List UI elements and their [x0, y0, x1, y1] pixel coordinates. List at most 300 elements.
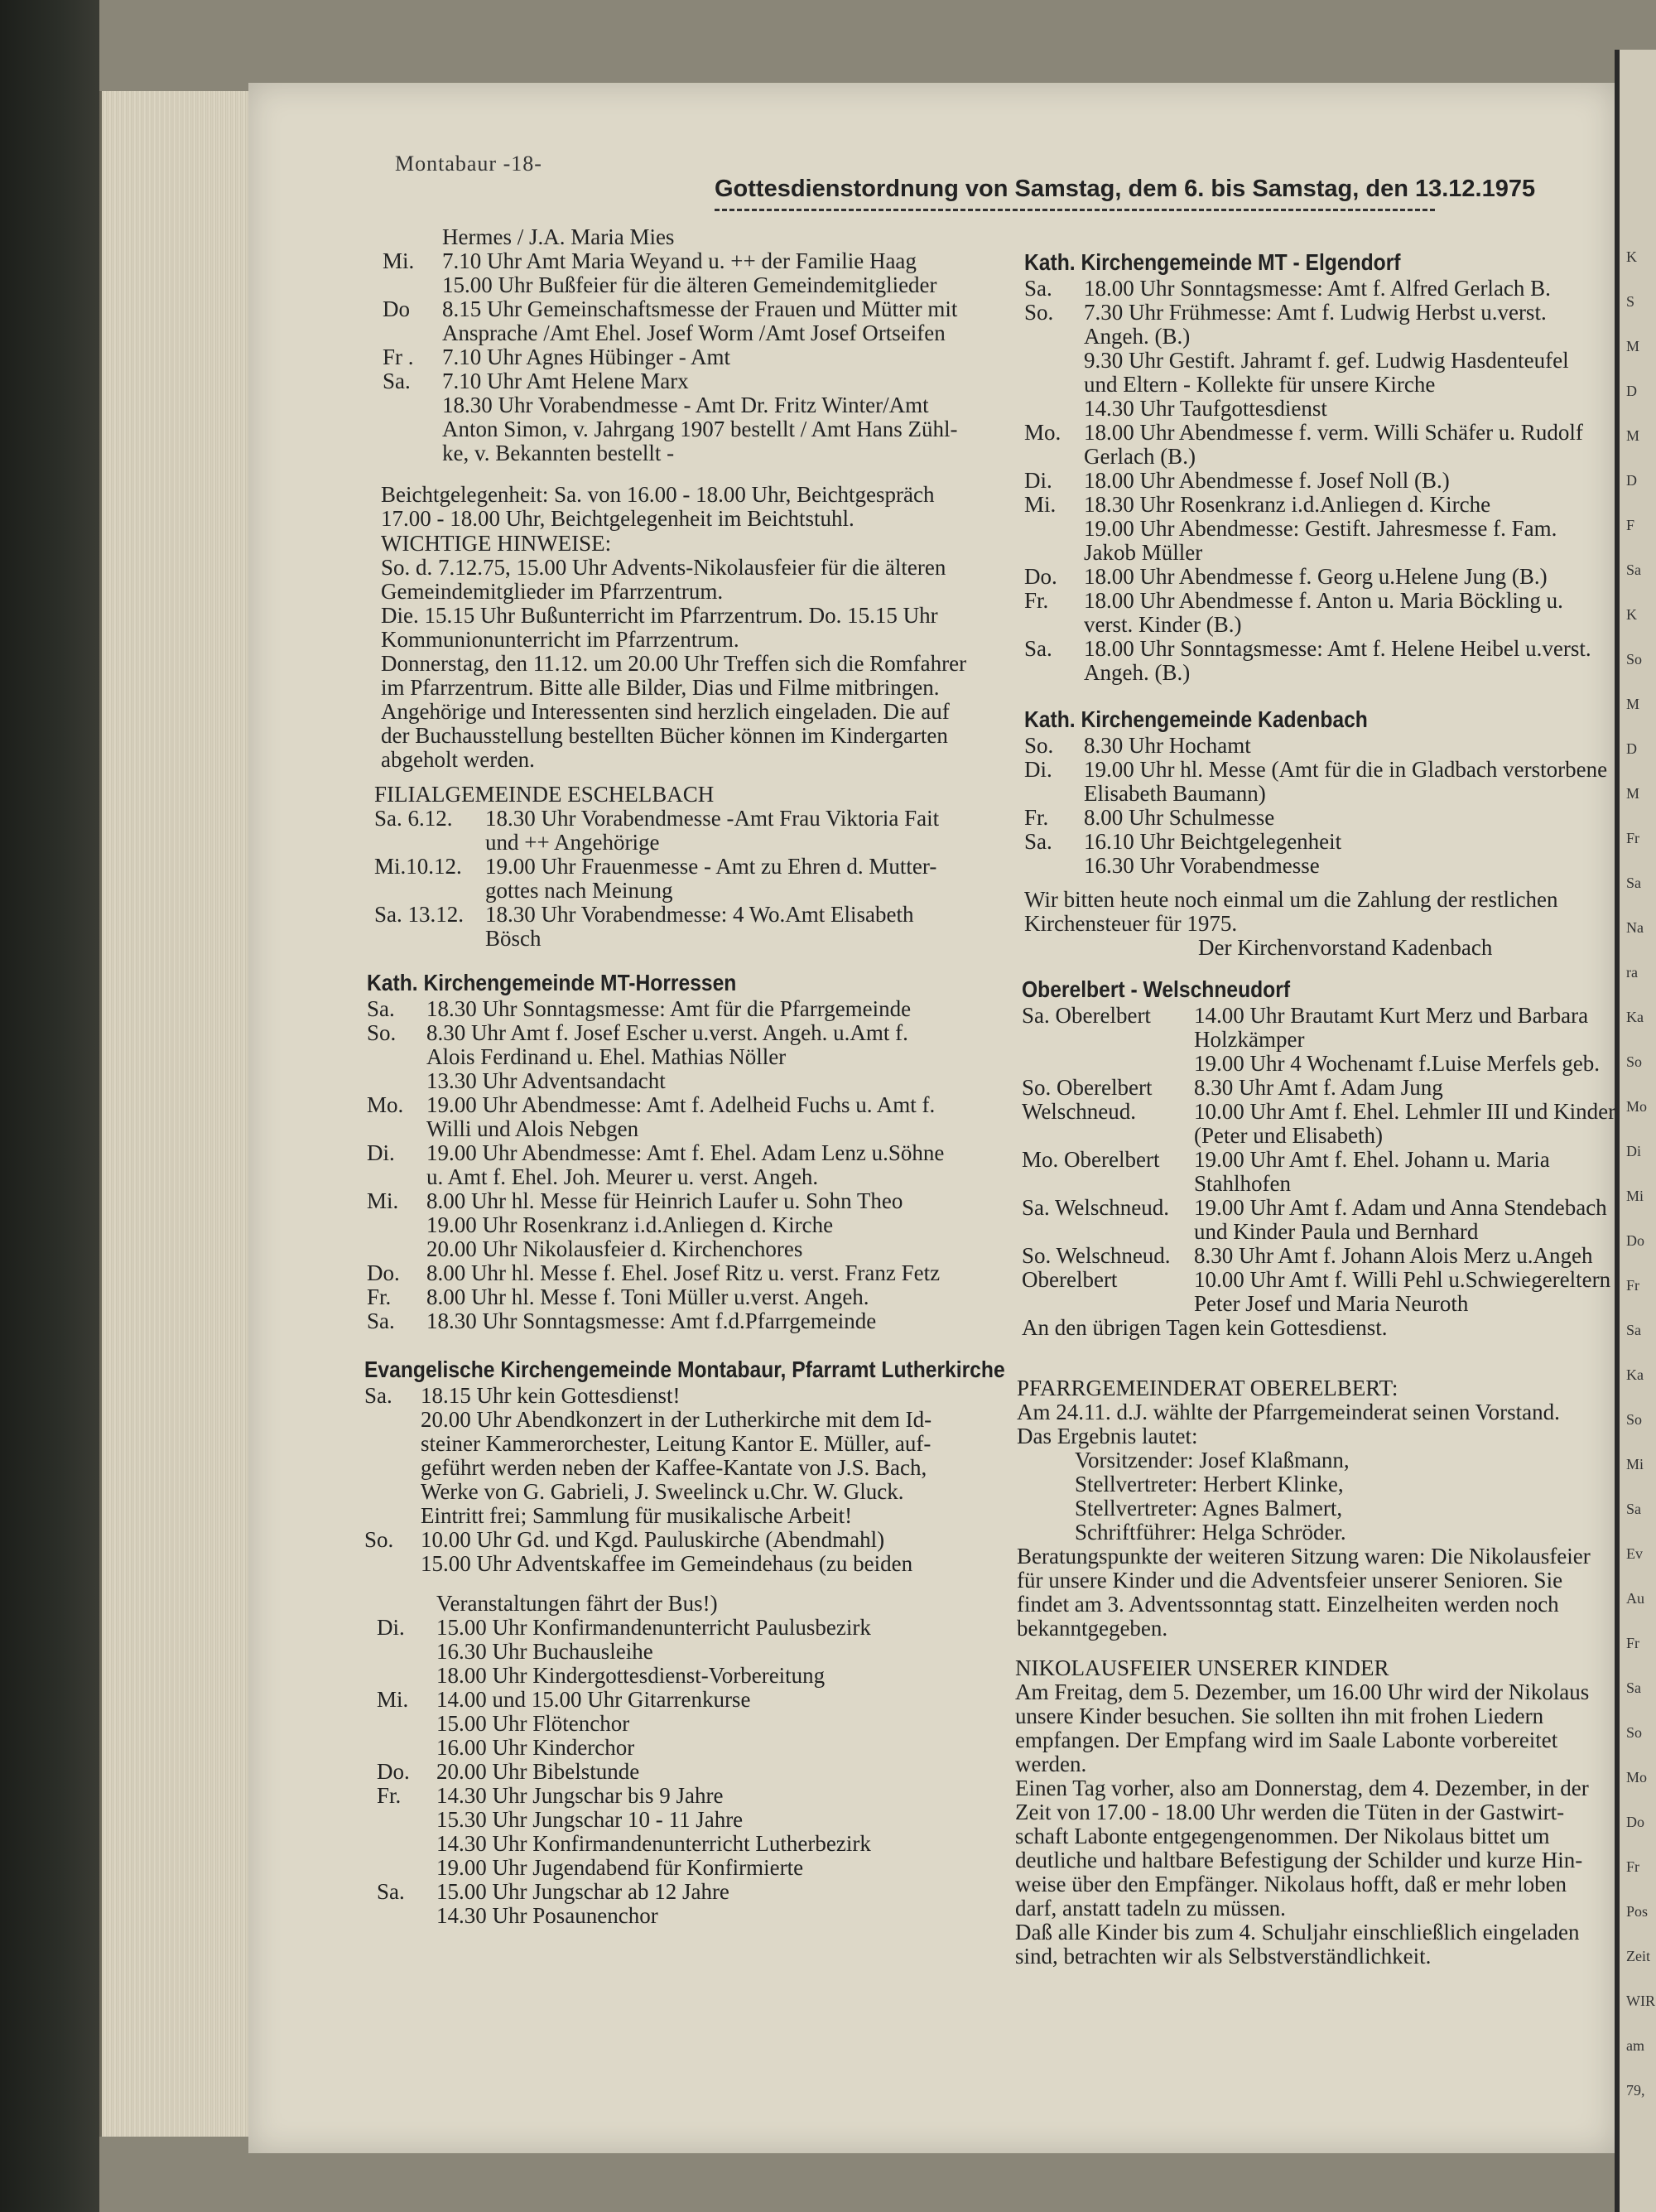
entry-text: 18.00 Uhr Sonntagsmesse: Amt f. Helene Heibel u.verst. [1084, 636, 1591, 661]
entry-day [377, 1832, 436, 1856]
hinweise-line: So. d. 7.12.75, 15.00 Uhr Advents-Nikolausfeier für die älteren [381, 555, 946, 580]
entry-text: 8.00 Uhr hl. Messe f. Ehel. Josef Ritz u. verst. Franz Fetz [426, 1260, 941, 1285]
horressen-entry [367, 1045, 1013, 1069]
page-title: Gottesdienstordnung von Samstag, dem 6. bis Samstag, den 13.12.1975 [715, 176, 1536, 202]
evang-entry [364, 1504, 1018, 1528]
facing-fragment: WIR [1626, 1993, 1655, 2009]
facing-fragment: Sa [1626, 1679, 1641, 1696]
evang-section [364, 1356, 1018, 1576]
facing-fragment: D [1626, 383, 1637, 399]
entry-day: Sa. [1024, 829, 1052, 854]
facing-fragment: Sa [1626, 1501, 1641, 1517]
entry-text: Bösch [485, 926, 542, 951]
facing-fragment: K [1626, 606, 1637, 623]
entry-text: 15.30 Uhr Jungschar 10 - 11 Jahre [436, 1807, 744, 1832]
horressen-entry [367, 1189, 1013, 1213]
elgendorf-title: Kath. Kirchengemeinde MT - Elgendorf [1024, 249, 1401, 275]
entry-text: 20.00 Uhr Abendkonzert in der Lutherkirche mit dem Id- [421, 1407, 932, 1432]
pfarr-outro-line: Beratungspunkte der weiteren Sitzung waren: Die Nikolausfeier [1017, 1544, 1591, 1569]
oberelbert-entry [1022, 1004, 1610, 1028]
entry-text: 7.10 Uhr Agnes Hübinger - Amt [442, 345, 730, 369]
entry-text: 19.00 Uhr Amt f. Adam und Anna Stendebach [1194, 1195, 1607, 1220]
entry-day [1022, 1292, 1194, 1316]
entry-day: Oberelbert [1022, 1267, 1118, 1292]
entry-day [383, 441, 442, 465]
entry-text: 19.00 Uhr 4 Wochenamt f.Luise Merfels geb. [1194, 1051, 1600, 1076]
hinweise-line: Kommunionunterricht im Pfarrzentrum. [381, 627, 739, 652]
entry-text: 14.30 Uhr Konfirmandenunterricht Lutherbezirk [436, 1831, 871, 1856]
entry-day [383, 417, 442, 441]
facing-fragment: Na [1626, 919, 1644, 936]
pfarr-intro-line: Am 24.11. d.J. wählte der Pfarrgemeinderat seinen Vorstand. [1017, 1400, 1560, 1424]
facing-fragment: K [1626, 248, 1637, 265]
top-block-entry [383, 345, 1012, 369]
entry-text: 19.00 Uhr Abendmesse: Amt f. Adelheid Fuchs u. Amt f. [426, 1092, 936, 1117]
entry-text: 8.30 Uhr Amt f. Josef Escher u.verst. Angeh. u.Amt f. [426, 1020, 908, 1045]
horressen-entry [367, 1093, 1013, 1117]
top-block-entry [383, 417, 1012, 441]
entry-text: 20.00 Uhr Bibelstunde [436, 1759, 640, 1784]
entry-day: Mi.10.12. [374, 854, 462, 879]
entry-day: Fr. [1024, 588, 1049, 613]
horressen-entry [367, 1309, 1013, 1333]
entry-text: Jakob Müller [1084, 540, 1203, 565]
entry-day: Welschneud. [1022, 1099, 1137, 1124]
entry-day [364, 1456, 421, 1480]
pfarr-member-line: Vorsitzender: Josef Klaßmann, [1075, 1448, 1350, 1472]
entry-day [1022, 1028, 1194, 1052]
entry-text: 20.00 Uhr Nikolausfeier d. Kirchenchores [426, 1236, 803, 1261]
entry-text: 18.00 Uhr Abendmesse f. Anton u. Maria Böckling u. [1084, 588, 1563, 613]
nikolaus-line: Daß alle Kinder bis zum 4. Schuljahr einschließlich eingeladen [1015, 1920, 1580, 1945]
entry-day: Do. [377, 1759, 410, 1784]
entry-text: 15.00 Uhr Jungschar ab 12 Jahre [436, 1879, 729, 1904]
entry-text: 19.00 Uhr hl. Messe (Amt für die in Gladbach verstorbene [1084, 757, 1608, 782]
oberelbert-title: Oberelbert - Welschneudorf [1022, 976, 1291, 1002]
horressen-entry [367, 1165, 1013, 1189]
oberelbert-entry [1022, 1076, 1610, 1100]
facing-fragment: M [1626, 696, 1640, 712]
facing-fragment: Au [1626, 1590, 1644, 1607]
pfarrgemeinderat-section [1017, 1376, 1605, 1641]
page-number: Montabaur -18- [395, 152, 542, 176]
entry-day [1024, 349, 1084, 373]
entry-day [1024, 445, 1084, 469]
entry-text: 10.00 Uhr Gd. und Kgd. Pauluskirche (Abendmahl) [421, 1527, 885, 1552]
nikolaus-title: NIKOLAUSFEIER UNSERER KINDER [1015, 1655, 1389, 1680]
oberelbert-entry [1022, 1099, 1616, 1124]
entry-day [367, 1237, 426, 1261]
entry-day [1024, 373, 1084, 397]
entry-text: Gerlach (B.) [1084, 444, 1196, 469]
entry-text: 19.00 Uhr Amt f. Ehel. Johann u. Maria [1194, 1147, 1550, 1172]
elgendorf-entry [1024, 469, 1604, 493]
filial-entry [374, 831, 1004, 855]
facing-fragment: Zeit [1626, 1948, 1650, 1964]
evang2-entry [377, 1712, 1006, 1736]
kadenbach-note-line: Wir bitten heute noch einmal um die Zahlung der restlichen [1024, 887, 1558, 912]
entry-text: 18.00 Uhr Kindergottesdienst-Vorbereitung [436, 1663, 826, 1688]
entry-text: 7.10 Uhr Amt Helene Marx [442, 369, 689, 393]
entry-text: steiner Kammerorchester, Leitung Kantor E. Müller, auf- [421, 1431, 932, 1456]
pfarr-intro-line: Das Ergebnis lautet: [1017, 1424, 1198, 1448]
facing-fragment: Fr [1626, 1635, 1640, 1651]
facing-fragment: So [1626, 651, 1643, 667]
entry-text: Werke von G. Gabrieli, J. Sweelinck u.Chr. W. Gluck. [421, 1479, 904, 1504]
entry-text: Veranstaltungen fährt der Bus!) [436, 1591, 718, 1616]
elgendorf-entry [1024, 373, 1604, 397]
facing-fragment: F [1626, 517, 1635, 533]
oberelbert-section [1022, 976, 1616, 1340]
elgendorf-entry [1024, 637, 1604, 661]
facing-fragment: Sa [1626, 561, 1641, 578]
entry-text: 9.30 Uhr Gestift. Jahramt f. gef. Ludwig Hasdenteufel [1084, 348, 1569, 373]
facing-fragment: Mo [1626, 1769, 1648, 1786]
entry-day: Mo. [1024, 420, 1061, 445]
evang-entry [364, 1456, 1018, 1480]
entry-day [374, 831, 485, 855]
evang2-entry [377, 1736, 1006, 1760]
entry-day: So. [364, 1527, 394, 1552]
evang2-entry [377, 1664, 1006, 1688]
facing-fragment: Do [1626, 1814, 1644, 1830]
nikolaus-line: unsere Kinder besuchen. Sie sollten ihn mit frohen Liedern [1015, 1704, 1544, 1728]
entry-day: Di. [1024, 757, 1052, 782]
entry-day: Fr. [1024, 805, 1049, 830]
pfarr-title: PFARRGEMEINDERAT OBERELBERT: [1017, 1376, 1398, 1400]
oberelbert-entry [1022, 1196, 1610, 1220]
entry-day: Sa. [367, 996, 395, 1021]
entry-text: 16.10 Uhr Beichtgelegenheit [1084, 829, 1342, 854]
entry-day [364, 1504, 421, 1528]
entry-text: 8.00 Uhr Schulmesse [1084, 805, 1275, 830]
pfarr-outro-line: für unsere Kinder und die Adventsfeier unserer Senioren. Sie [1017, 1568, 1563, 1593]
oberelbert-note: An den übrigen Tagen kein Gottesdienst. [1022, 1315, 1388, 1340]
entry-day: Mi. [367, 1188, 399, 1213]
elgendorf-entry [1024, 493, 1604, 517]
evang2-entry [377, 1784, 1006, 1808]
entry-text: Willi und Alois Nebgen [426, 1116, 639, 1141]
entry-day: Do [383, 296, 410, 321]
entry-text: 15.00 Uhr Konfirmandenunterricht Paulusbezirk [436, 1615, 871, 1640]
entry-day [377, 1808, 436, 1832]
oberelbert-entry [1022, 1292, 1610, 1316]
entry-day [367, 1069, 426, 1093]
entry-day: So. Welschneud. [1022, 1243, 1171, 1268]
entry-day [377, 1856, 436, 1880]
oberelbert-entry [1022, 1052, 1610, 1076]
evang2-entry [377, 1904, 1006, 1928]
evang-entry [364, 1528, 1018, 1552]
horressen-entry [367, 1021, 1013, 1045]
entry-text: ke, v. Bekannten bestellt - [442, 441, 675, 465]
entry-text: 18.00 Uhr Sonntagsmesse: Amt f. Alfred Gerlach B. [1084, 276, 1551, 301]
entry-text: 7.30 Uhr Frühmesse: Amt f. Ludwig Herbst u.verst. [1084, 300, 1547, 325]
facing-fragment: D [1626, 472, 1637, 489]
facing-fragment: So [1626, 1411, 1643, 1428]
kadenbach-entry [1024, 806, 1604, 830]
pfarr-outro-line: findet am 3. Adventssonntag statt. Einzelheiten werden noch [1017, 1592, 1559, 1617]
evang-entry [364, 1480, 1018, 1504]
filial-entry [374, 879, 1004, 903]
oberelbert-entry [1022, 1220, 1610, 1244]
beichte-line: 17.00 - 18.00 Uhr, Beichtgelegenheit im Beichtstuhl. [381, 506, 854, 531]
horressen-entry [367, 1237, 1013, 1261]
entry-text: 14.30 Uhr Posaunenchor [436, 1903, 658, 1928]
elgendorf-section [1024, 248, 1604, 685]
entry-day [1024, 613, 1084, 637]
entry-day: Sa. [364, 1383, 392, 1408]
filial-entry [374, 855, 1004, 879]
entry-text: 18.15 Uhr kein Gottesdienst! [421, 1383, 681, 1408]
oberelbert-entry [1022, 1148, 1610, 1172]
evang-entry [364, 1432, 1018, 1456]
entry-text: und ++ Angehörige [485, 830, 660, 855]
entry-day [374, 927, 485, 951]
entry-day [383, 393, 442, 417]
horressen-title: Kath. Kirchengemeinde MT-Horressen [367, 970, 737, 995]
elgendorf-entry [1024, 277, 1604, 301]
entry-day: So. [367, 1020, 397, 1045]
evang2-entry [377, 1640, 1006, 1664]
kadenbach-entry [1024, 734, 1604, 758]
entry-day [377, 1664, 436, 1688]
entry-text: (Peter und Elisabeth) [1194, 1123, 1383, 1148]
entry-day [383, 273, 442, 297]
hinweise-title: WICHTIGE HINWEISE: [381, 531, 612, 556]
evang-section-continued [377, 1592, 1006, 1928]
elgendorf-entry [1024, 325, 1604, 349]
entry-day [377, 1736, 436, 1760]
entry-text: 10.00 Uhr Amt f. Willi Pehl u.Schwiegereltern [1194, 1267, 1611, 1292]
entry-day [377, 1712, 436, 1736]
facing-fragment: Ev [1626, 1545, 1643, 1562]
elgendorf-entry [1024, 541, 1604, 565]
pfarr-outro-line: bekanntgegeben. [1017, 1616, 1168, 1641]
elgendorf-entry [1024, 613, 1604, 637]
top-block-entry [383, 393, 1012, 417]
entry-text: Ansprache /Amt Ehel. Josef Worm /Amt Josef Ortseifen [442, 320, 946, 345]
entry-day [1022, 1124, 1194, 1148]
entry-text: 15.00 Uhr Bußfeier für die älteren Gemeindemitglieder [442, 272, 937, 297]
entry-text: 18.30 Uhr Vorabendmesse -Amt Frau Viktoria Fait [485, 806, 940, 831]
facing-fragment: ra [1626, 964, 1638, 981]
nikolaus-section [1015, 1656, 1605, 1969]
entry-day [364, 1432, 421, 1456]
entry-day: Mi. [1024, 492, 1057, 517]
evang2-entry [377, 1856, 1006, 1880]
facing-fragment: Fr [1626, 830, 1640, 846]
entry-text: 8.00 Uhr hl. Messe f. Toni Müller u.verst. Angeh. [426, 1284, 869, 1309]
entry-day: Mi. [377, 1687, 409, 1712]
kadenbach-entry [1024, 854, 1604, 878]
entry-text: gottes nach Meinung [485, 878, 673, 903]
entry-day: Di. [1024, 468, 1052, 493]
entry-text: und Eltern - Kollekte für unsere Kirche [1084, 372, 1436, 397]
entry-day: So. [1024, 733, 1054, 758]
entry-text: Angeh. (B.) [1084, 660, 1191, 685]
oberelbert-entry [1022, 1028, 1610, 1052]
entry-text: 18.00 Uhr Abendmesse f. verm. Willi Schäfer u. Rudolf [1084, 420, 1583, 445]
entry-day: Sa. [383, 369, 411, 393]
entry-text: u. Amt f. Ehel. Joh. Meurer u. verst. Angeh. [426, 1164, 819, 1189]
entry-day [1022, 1172, 1194, 1196]
entry-day: Sa. [1024, 276, 1052, 301]
hinweise-line: abgeholt werden. [381, 747, 535, 772]
entry-text: 8.15 Uhr Gemeinschaftsmesse der Frauen und Mütter mit [442, 296, 958, 321]
entry-text: Alois Ferdinand u. Ehel. Mathias Nöller [426, 1044, 787, 1069]
entry-day [1022, 1220, 1194, 1244]
entry-day [367, 1213, 426, 1237]
entry-text: 10.00 Uhr Amt f. Ehel. Lehmler III und Kinder [1194, 1099, 1616, 1124]
beichte-line: Beichtgelegenheit: Sa. von 16.00 - 18.00 Uhr, Beichtgespräch [381, 482, 935, 507]
oberelbert-entry [1022, 1124, 1610, 1148]
facing-fragment: M [1626, 338, 1640, 354]
entry-day: Sa. Oberelbert [1022, 1003, 1151, 1028]
evang2-entry [377, 1808, 1006, 1832]
facing-fragment: M [1626, 785, 1640, 802]
horressen-entry [367, 1141, 1013, 1165]
top-block-entry [383, 249, 1012, 273]
entry-day [364, 1552, 421, 1576]
entry-text: 18.30 Uhr Rosenkranz i.d.Anliegen d. Kirche [1084, 492, 1491, 517]
entry-day [377, 1640, 436, 1664]
elgendorf-entry [1024, 445, 1604, 469]
filial-entry [374, 807, 1004, 831]
hinweise-section [381, 532, 1010, 772]
horressen-entry [367, 1117, 1013, 1141]
pfarr-member-line: Stellvertreter: Herbert Klinke, [1075, 1472, 1344, 1496]
horressen-entry [367, 997, 1013, 1021]
entry-day: Fr . [383, 345, 414, 369]
entry-text: Holzkämper [1194, 1027, 1305, 1052]
entry-day [374, 879, 485, 903]
entry-text: 18.30 Uhr Sonntagsmesse: Amt f.d.Pfarrgemeinde [426, 1308, 877, 1333]
top-block-entry [383, 369, 1012, 393]
entry-text: verst. Kinder (B.) [1084, 612, 1242, 637]
entry-text: 18.00 Uhr Abendmesse f. Josef Noll (B.) [1084, 468, 1450, 493]
entry-day: So. Oberelbert [1022, 1075, 1153, 1100]
entry-text: 16.30 Uhr Buchausleihe [436, 1639, 653, 1664]
entry-text: und Kinder Paula und Bernhard [1194, 1219, 1479, 1244]
kadenbach-entry [1024, 782, 1604, 806]
kadenbach-entry [1024, 830, 1604, 854]
entry-day: Sa. 13.12. [374, 902, 464, 927]
hinweise-line: Donnerstag, den 11.12. um 20.00 Uhr Treffen sich die Romfahrer [381, 651, 967, 676]
entry-text: geführt werden neben der Kaffee-Kantate von J.S. Bach, [421, 1455, 927, 1480]
entry-text: Anton Simon, v. Jahrgang 1907 bestellt / Amt Hans Zühl- [442, 417, 958, 441]
hinweise-line: der Buchausstellung bestellten Bücher können im Kindergarten [381, 723, 948, 748]
nikolaus-line: Am Freitag, dem 5. Dezember, um 16.00 Uhr wird der Nikolaus [1015, 1679, 1590, 1704]
entry-day: So. [1024, 300, 1054, 325]
entry-text: 8.30 Uhr Amt f. Johann Alois Merz u.Angeh [1194, 1243, 1593, 1268]
entry-text: 14.00 und 15.00 Uhr Gitarrenkurse [436, 1687, 751, 1712]
filial-title: FILIALGEMEINDE ESCHELBACH [374, 782, 715, 807]
entry-day: Fr. [367, 1284, 392, 1309]
entry-day: Di. [377, 1615, 405, 1640]
entry-text: Eintritt frei; Sammlung für musikalische Arbeit! [421, 1503, 853, 1528]
elgendorf-entry [1024, 589, 1604, 613]
nikolaus-line: darf, anstatt tadeln zu müssen. [1015, 1896, 1286, 1920]
top-block-entry [383, 297, 1012, 321]
facing-fragment: 79, [1626, 2082, 1645, 2099]
filial-section [374, 783, 1004, 951]
horressen-entry [367, 1213, 1013, 1237]
entry-day [377, 1592, 436, 1616]
kadenbach-note-line: Kirchensteuer für 1975. [1024, 911, 1238, 936]
entry-text: 8.30 Uhr Amt f. Adam Jung [1194, 1075, 1443, 1100]
entry-text: 14.30 Uhr Jungschar bis 9 Jahre [436, 1783, 724, 1808]
facing-fragment: M [1626, 427, 1640, 444]
entry-day: Sa. [377, 1879, 405, 1904]
entry-day [1024, 397, 1084, 421]
entry-text: 8.00 Uhr hl. Messe für Heinrich Laufer u. Sohn Theo [426, 1188, 903, 1213]
kadenbach-section [1024, 706, 1608, 960]
entry-day: Fr. [377, 1783, 402, 1808]
entry-day: Sa. [367, 1308, 395, 1333]
nikolaus-line: deutliche und haltbare Befestigung der Schilder und kurze Hin- [1015, 1848, 1583, 1872]
left-top-block [383, 225, 1012, 465]
oberelbert-entry [1022, 1244, 1610, 1268]
entry-text: 14.00 Uhr Brautamt Kurt Merz und Barbara [1194, 1003, 1589, 1028]
top-block-entry [383, 273, 1012, 297]
entry-day: Mo. Oberelbert [1022, 1147, 1160, 1172]
entry-day: Mi. [383, 248, 415, 273]
entry-day [1024, 325, 1084, 349]
entry-day: Di. [367, 1140, 395, 1165]
elgendorf-entry [1024, 421, 1604, 445]
filial-entry [374, 927, 1004, 951]
elgendorf-entry [1024, 301, 1604, 325]
facing-fragment: Pos [1626, 1903, 1649, 1920]
elgendorf-entry [1024, 349, 1604, 373]
hinweise-line: im Pfarrzentrum. Bitte alle Bilder, Dias und Filme mitbringen. [381, 675, 940, 700]
entry-text: 18.30 Uhr Sonntagsmesse: Amt für die Pfarrgemeinde [426, 996, 912, 1021]
nikolaus-line: Einen Tag vorher, also am Donnerstag, dem 4. Dezember, in der [1015, 1776, 1589, 1800]
facing-fragment: D [1626, 740, 1637, 757]
horressen-entry [367, 1069, 1013, 1093]
entry-text: 19.00 Uhr Rosenkranz i.d.Anliegen d. Kirche [426, 1212, 834, 1237]
entry-day: Sa. Welschneud. [1022, 1195, 1170, 1220]
kadenbach-entry [1024, 757, 1608, 782]
evang-title: Evangelische Kirchengemeinde Montabaur, Pfarramt Lutherkirche [364, 1357, 1005, 1382]
horressen-entry [367, 1261, 1013, 1285]
entry-day [1024, 541, 1084, 565]
entry-text: 15.00 Uhr Flötenchor [436, 1711, 630, 1736]
pfarr-member-line: Schriftführer: Helga Schröder. [1075, 1520, 1346, 1545]
nikolaus-line: empfangen. Der Empfang wird im Saale Labonte vorbereitet [1015, 1728, 1558, 1752]
elgendorf-entry [1024, 397, 1604, 421]
facing-fragment: So [1626, 1053, 1643, 1070]
evang2-entry [377, 1880, 1006, 1904]
entry-day [377, 1904, 436, 1928]
facing-fragment: S [1626, 293, 1635, 310]
entry-text: 19.00 Uhr Frauenmesse - Amt zu Ehren d. Mutter- [485, 854, 937, 879]
horressen-section [367, 969, 1013, 1333]
facing-fragment: Mo [1626, 1098, 1648, 1115]
entry-day [1022, 1052, 1194, 1076]
evang2-entry [377, 1832, 1006, 1856]
top-block-entry [383, 225, 1012, 249]
facing-fragment: Di [1626, 1143, 1641, 1159]
evang2-entry [377, 1688, 1006, 1712]
facing-fragment: So [1626, 1724, 1643, 1741]
facing-fragment: Ka [1626, 1009, 1644, 1025]
horressen-entry [367, 1285, 1013, 1309]
hinweise-line: Gemeindemitglieder im Pfarrzentrum. [381, 579, 724, 604]
elgendorf-entry [1024, 565, 1604, 589]
elgendorf-entry [1024, 661, 1604, 685]
